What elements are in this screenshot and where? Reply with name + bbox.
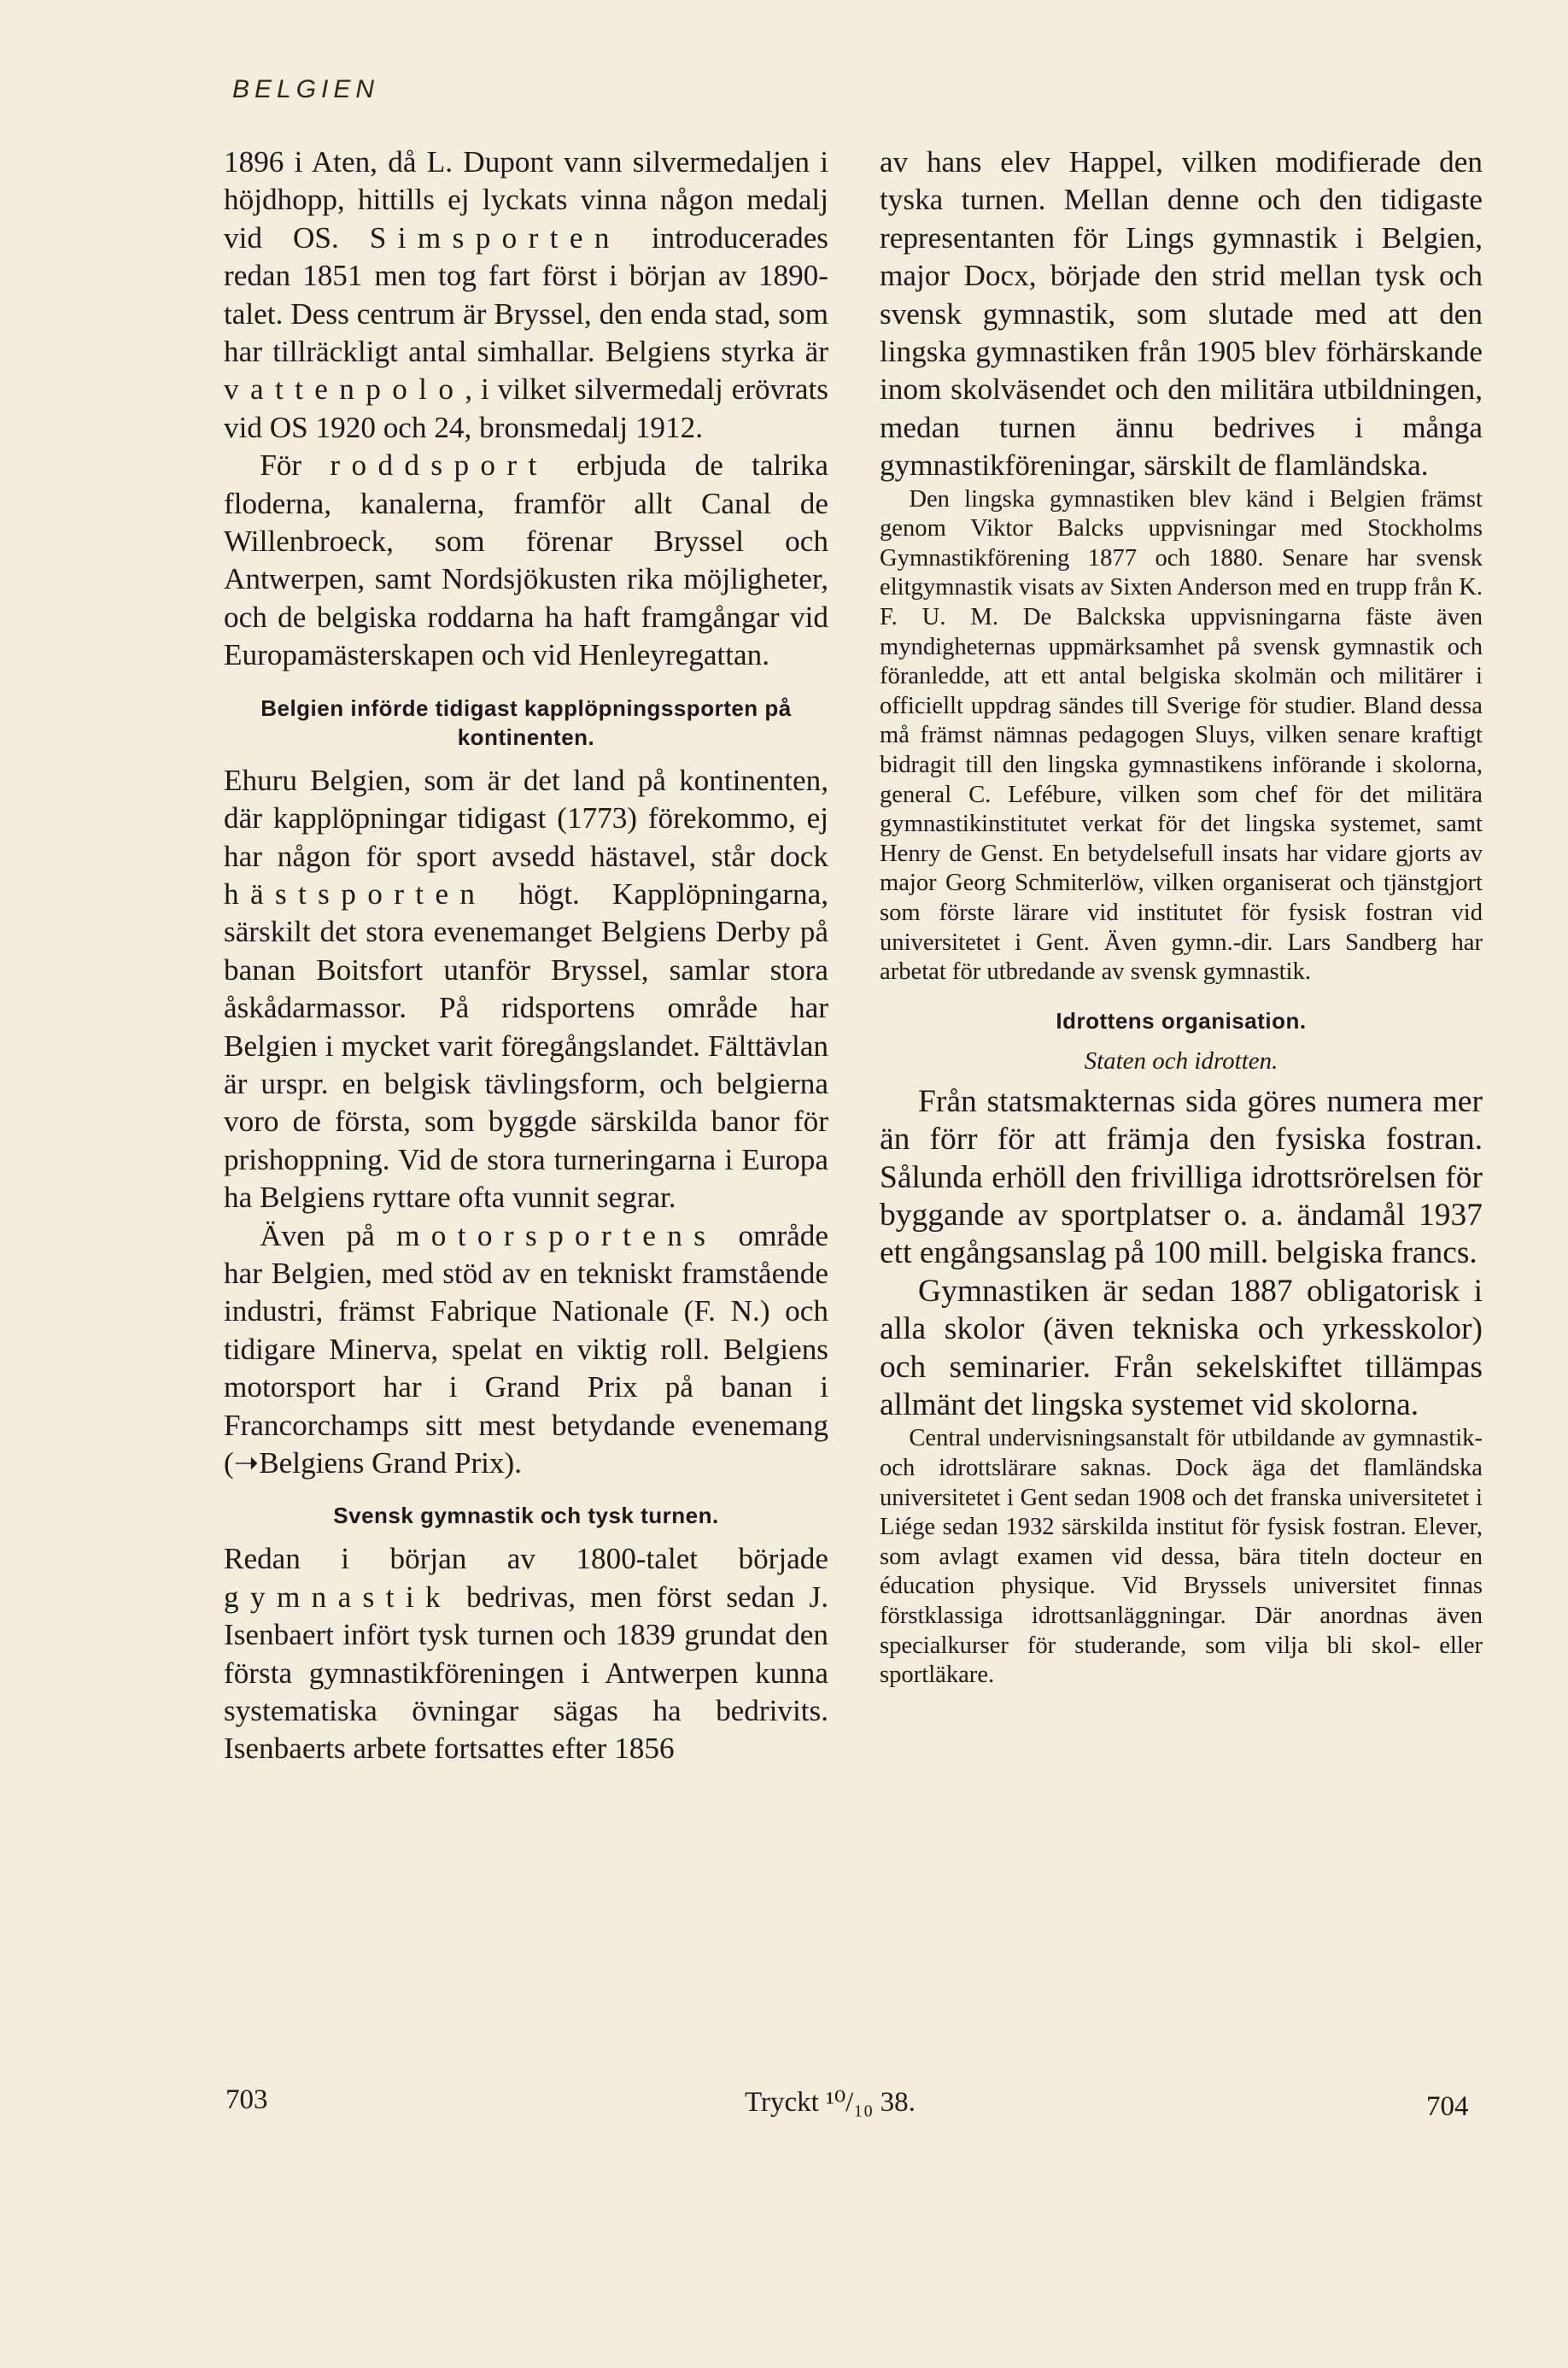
section-heading: Svensk gymnastik och tysk turnen. [333,1503,719,1529]
spaced-term: Simsporten [369,220,621,255]
left-column [224,144,828,1768]
paragraph: För roddsport erbjuda de talrika floderna, kanalerna, framför allt Canal de Willenbroeck, som förenar Bryssel och Antwerpen, samt Nordsjökusten rika möjligheter, och de belgiska roddarna ha haft framgångar vid Europamästerskapen och vid Henleyregattan. [224,448,828,672]
paragraph: av hans elev Happel, vilken modifierade den tyska turnen. Mellan denne och den tidigaste representanten för Lings gymnastik i Belgien, major Docx, började den strid mellan tysk och svensk gymnastik, som slutade med att den lingska gymnastiken från 1905 blev förhärskande inom skolväsendet och den militära utbildningen, medan turnen ännu bedrives i många gymnastikföreningar, särskilt de flamländska. [880,145,1483,483]
right-column [880,144,1483,1691]
page-number-right: 704 [1426,2091,1469,2122]
spaced-term: vattenpolo [224,372,465,407]
print-note: Tryckt ¹⁰/₁₀ 38. [745,2087,916,2118]
section-heading: Belgien införde tidigast kapplöpningssporten på kontinenten. [260,695,792,750]
running-head: BELGIEN [232,75,380,103]
paragraph: Ehuru Belgien, som är det land på kontinenten, där kapplöpningar tidigast (1773) förekommo, ej har någon för sport avsedd hästavel, står dock hästsporten högt. Kapplöpningarna, särskilt det stora evenemanget Belgiens Derby på banan Boitsfort utanför Bryssel, samlar stora åskådarmassor. På ridsportens område har Belgien i mycket varit föregångslandet. Fälttävlan är urspr. en belgisk tävlingsform, och belgierna voro de första, som byggde särskilda banor för prishoppning. Vid de stora turneringarna i Europa ha Belgiens ryttare ofta vunnit segrar. [224,763,828,1215]
section-heading: Idrottens organisation. [1056,1007,1307,1034]
section-subheading: Staten och idrotten. [1084,1046,1278,1075]
spaced-term: gymnastik [224,1580,452,1614]
paragraph: Redan i början av 1800-talet började gymnastik bedrivas, men först sedan J. Isenbaert infört tysk turnen och 1839 grundat den första gymnastikföreningen i Antwerpen kunna systematiska övningar sägas ha bedrivits. Isenbaerts arbete fortsattes efter 1856 [224,1542,828,1766]
page-number-left: 703 [225,2084,268,2115]
paragraph: Från statsmakternas sida göres numera mer än förr för att främja den fysiska fostran. Sålunda erhöll den frivilliga idrottsrörelsen för byggande av sportplatser o. a. ändamål 1937 ett engångsanslag på 100 mill. belgiska francs. [880,1083,1483,1271]
spaced-term: roddsport [330,448,548,483]
small-print-paragraph: Central undervisningsanstalt för utbildande av gymnastik- och idrottslärare saknas. Dock äga det flamländska universitetet i Gent sedan 1908 och det franska universitetet i Liége sedan 1932 särskilda institut för fysisk fostran. Elever, som avlagt examen vid dessa, bära titeln docteur en éducation physique. Vid Bryssels universitet finnas förstklassiga idrottsanläggningar. Där anordnas även specialkurser för studerande, som vilja bli skol- eller sportläkare. [880,1425,1483,1689]
paragraph: Även på motorsportens område har Belgien, med stöd av en tekniskt framstående industri, främst Fabrique Nationale (F. N.) och tidigare Minerva, spelat en viktig roll. Belgiens motorsport har i Grand Prix på banan i Francorchamps sitt mest betydande evenemang (➝Belgiens Grand Prix). [224,1218,829,1480]
spaced-term: hästsporten [224,876,487,911]
spaced-term: motorsportens [396,1218,717,1252]
paragraph: 1896 i Aten, då L. Dupont vann silvermedaljen i höjdhopp, hittills ej lyckats vinna någon medalj vid OS. Simsporten introducerades redan 1851 men tog fart först i början av 1890-talet. Dess centrum är Bryssel, den enda stad, som har tillräckligt antal simhallar. Belgiens styrka är vattenpolo, i vilket silvermedalj erövrats vid OS 1920 och 24, bronsmedalj 1912. [224,145,829,444]
small-print-paragraph: Den lingska gymnastiken blev känd i Belgien främst genom Viktor Balcks uppvisningar med Stockholms Gymnastikförening 1877 och 1880. Senare har svensk elitgymnastik visats av Sixten Anderson med en trupp från K. F. U. M. De Balckska uppvisningarna fäste även myndigheternas uppmärksamhet på svensk gymnastik och föranledde, att ett antal belgiska skolmän och militärer i officiellt uppdrag sändes till Sverige för studier. Bland dessa må främst nämnas pedagogen Sluys, vilken senare kraftigt bidragit till den lingska gymnastikens införande i skolorna, general C. Lefébure, vilken som chef för det militära gymnastikinstitutet verkat för det lingska systemet, samt Henry de Genst. En betydelsefull insats har vidare gjorts av major Georg Schmiterlöw, vilken organiserat och tjänstgjort som förste lärare vid institutet för fysisk fostran vid universitetet i Gent. Även gymn.-dir. Lars Sandberg har arbetat för utbredande av svensk gymnastik. [880,485,1483,986]
paragraph: Gymnastiken är sedan 1887 obligatorisk i alla skolor (även tekniska och yrkesskolor) och seminarier. Från sekelskiftet tillämpas allmänt det lingska systemet vid skolorna. [880,1273,1483,1422]
